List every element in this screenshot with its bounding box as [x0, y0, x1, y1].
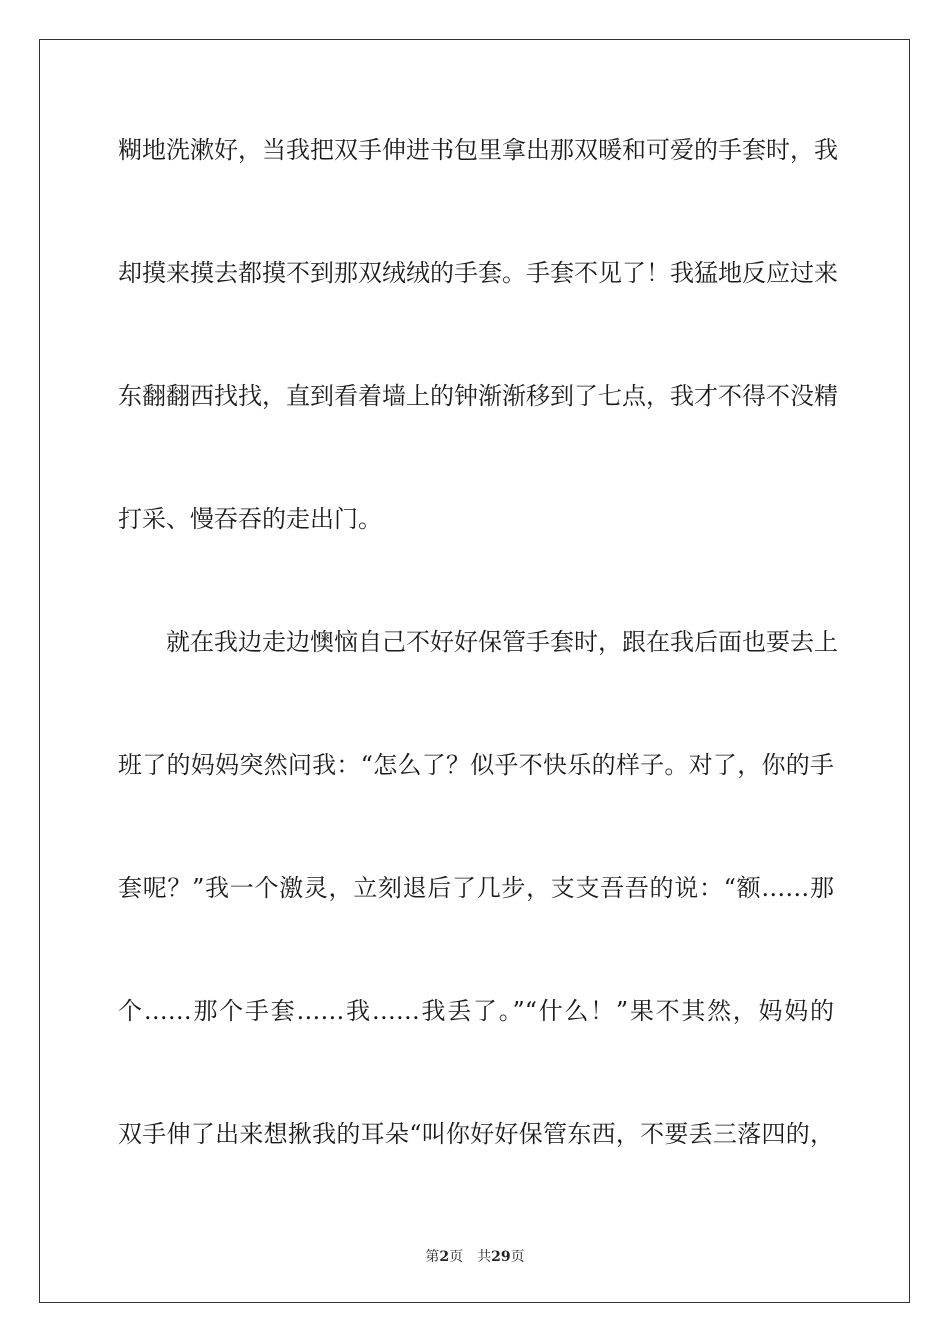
- text-line: 双手伸了出来想揪我的耳朵“叫你好好保管东西，不要丢三落四的，: [118, 1120, 834, 1148]
- page-footer: [0, 1248, 950, 1266]
- text-line: 套呢？”我一个激灵，立刻退后了几步，支支吾吾的说：“额……那: [118, 874, 834, 902]
- document-body: [118, 126, 838, 1233]
- footer-page-unit: 页: [449, 1249, 464, 1265]
- text-line: 打采、慢吞吞的走出门。: [118, 505, 382, 533]
- footer-page-prefix: 第: [425, 1249, 440, 1265]
- text-line: 东翻翻西找找，直到看着墙上的钟渐渐移到了七点，我才不得不没精: [118, 382, 838, 410]
- text-line: 糊地洗漱好，当我把双手伸进书包里拿出那双暖和可爱的手套时，我: [118, 136, 838, 164]
- text-line: 就在我边走边懊恼自己不好好保管手套时，跟在我后面也要去上: [118, 628, 838, 656]
- text-line: 班了的妈妈突然问我：“怎么了？似乎不快乐的样子。对了，你的手: [118, 751, 834, 779]
- footer-total-prefix: 共: [477, 1249, 492, 1265]
- footer-total-unit: 页: [510, 1249, 525, 1265]
- footer-page-number: 2: [439, 1249, 450, 1265]
- footer-total-pages: 29: [491, 1249, 511, 1265]
- text-line: 却摸来摸去都摸不到那双绒绒的手套。手套不见了！我猛地反应过来: [118, 259, 838, 287]
- text-line: 个……那个手套……我……我丢了。”“什么！”果不其然，妈妈的: [118, 997, 834, 1025]
